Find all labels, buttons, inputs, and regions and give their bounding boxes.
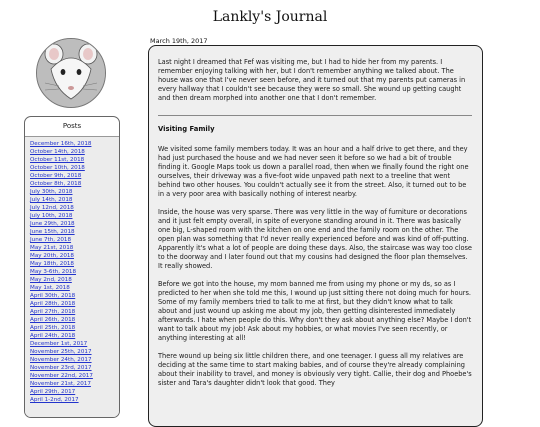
posts-heading: Posts <box>62 122 82 130</box>
sidebar-post-link[interactable]: May 1st, 2018 <box>30 285 70 291</box>
sidebar-post-link[interactable]: May 3-6th, 2018 <box>30 269 77 275</box>
entry-paragraph: There wound up being six little children there, and one teenager. I guess all my relatives are deciding at the same time to start making babies, and of course they're already complaining about their inability to travel, and money is obviously very tight. Callie, their dog and Phoebe's sister and Tara's daughter didn't look that good. They <box>158 352 472 387</box>
entry-paragraph: Inside, the house was very sparse. There was very little in the way of furniture or decorations and it just felt empty overall, in spite of everyone standing around in it. There was basically one big, L-shaped room with the kitchen on one end and the family room on the other. The open plan was something that I'd never really experienced before and was kind of off-putting. Apparently it's what a lot of people are doing these days. Also, the staircase was way too close to the doorway and I later found out that my cousins had designed the floor plan themselves. It really showed. <box>158 208 472 270</box>
sidebar-post-link[interactable]: April 26th, 2018 <box>30 317 76 323</box>
section-heading: Visiting Family <box>158 125 215 133</box>
sidebar-post-link[interactable]: May 18th, 2018 <box>30 261 74 267</box>
dream-paragraph: Last night I dreamed that Fef was visiting me, but I had to hide her from my parents. I remember enjoying talking with her, but I don't remember anything we talked about. The house was one that I've never seen before, and it turned out that my parents put cameras in every hallway that I couldn't see because they were so small. She wound up getting caught and then dream morphed into another one that I don't remember. <box>158 58 466 102</box>
sidebar-post-link[interactable]: December 1st, 2017 <box>30 341 88 347</box>
sidebar-post-link[interactable]: April 29th, 2017 <box>30 389 76 395</box>
sidebar-post-link[interactable]: October 11st, 2018 <box>30 157 85 163</box>
entry-paragraph: We visited some family members today. It was an hour and a half drive to get there, and they had just purchased the house and we had never seen it before so we had a bit of trouble finding it. Google Maps took us down a parallel road, then when we finally found the right one ourselves, their driveway was a five-foot wide unpaved path next to a treeline that went behind two other houses. You couldn't actually see it from the street. Also, it turned out to be in a very poor area with basically nothing of interest nearby. <box>158 145 469 198</box>
sidebar-post-link[interactable]: July 14th, 2018 <box>30 197 73 203</box>
sidebar-post-link[interactable]: June 7th, 2018 <box>30 237 72 243</box>
sidebar-post-link[interactable]: October 14th, 2018 <box>30 149 85 155</box>
entry-paragraph: Before we got into the house, my mom banned me from using my phone or my ds, so as I predicted to her when she told me this, I wound up just sitting there not doing much for hours. Some of my family members tried to talk to me at first, but they didn't know what to talk about and just wound up asking me about my job, then getting disinterested immediately afterwards. I hate when people do this. Why don't they ask about anything else? Maybe I don't want to talk about my job! Ask about my hobbies, or what movies I've seen recently, or anything interesting at all! <box>158 280 472 342</box>
sidebar-post-link[interactable]: July 30th, 2018 <box>30 189 73 195</box>
sidebar-post-link[interactable]: May 2nd, 2018 <box>30 277 72 283</box>
avatar <box>36 38 106 108</box>
posts-list <box>25 136 119 418</box>
journal-entry <box>148 45 483 427</box>
sidebar-post-link[interactable]: October 10th, 2018 <box>30 165 85 171</box>
sidebar-post-link[interactable]: October 9th, 2018 <box>30 173 82 179</box>
sidebar-post-link[interactable]: May 21st, 2018 <box>30 245 74 251</box>
sidebar-post-link[interactable]: April 25th, 2018 <box>30 325 76 331</box>
sidebar-post-link[interactable]: November 22nd, 2017 <box>30 373 93 379</box>
sidebar-post-link[interactable]: October 8th, 2018 <box>30 181 82 187</box>
sidebar-post-link[interactable]: April 28th, 2018 <box>30 301 76 307</box>
sidebar-post-link[interactable]: December 16th, 2018 <box>30 141 92 147</box>
sidebar-post-link[interactable]: April 30th, 2018 <box>30 293 76 299</box>
sidebar-post-link[interactable]: November 25th, 2017 <box>30 349 92 355</box>
sidebar-post-link[interactable]: June 15th, 2018 <box>30 229 75 235</box>
entry-date: March 19th, 2017 <box>150 37 208 45</box>
sidebar-post-link[interactable]: July 10th, 2018 <box>30 213 73 219</box>
sidebar-post-link[interactable]: November 24th, 2017 <box>30 357 92 363</box>
sidebar-post-link[interactable]: November 21st, 2017 <box>30 381 91 387</box>
sidebar-post-link[interactable]: June 29th, 2018 <box>30 221 75 227</box>
sidebar-post-link[interactable]: April 1-2nd, 2017 <box>30 397 79 403</box>
section-divider <box>158 115 472 116</box>
sidebar-post-link[interactable]: July 12nd, 2018 <box>30 205 74 211</box>
posts-sidebar <box>24 116 120 418</box>
page-title: Lankly's Journal <box>212 9 328 25</box>
sidebar-post-link[interactable]: May 20th, 2018 <box>30 253 74 259</box>
sidebar-post-link[interactable]: November 23rd, 2017 <box>30 365 92 371</box>
sidebar-post-link[interactable]: April 24th, 2018 <box>30 333 76 339</box>
sidebar-post-link[interactable]: April 27th, 2018 <box>30 309 76 315</box>
white-rat-avatar-icon <box>37 39 105 107</box>
